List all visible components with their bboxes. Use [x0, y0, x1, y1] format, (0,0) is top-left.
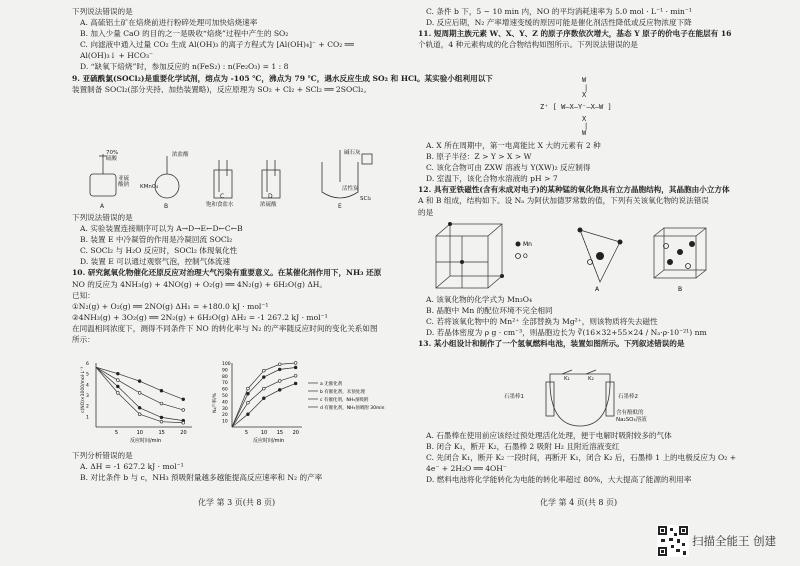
y-tick-label: 2	[86, 404, 89, 410]
left-footer: 化学 第 3 页(共 8 页)	[198, 498, 276, 507]
text-line: C. 向滤液中通入过量 CO₂ 生成 Al(OH)₃ 的离子方程式为 [Al(OH)₄]⁻ + CO₂ ══	[80, 40, 354, 50]
data-point	[160, 420, 163, 423]
data-point	[294, 382, 297, 385]
series-line	[96, 367, 183, 410]
text-line: A. X 所在周期中，第一电离能比 X 大的元素有 2 种	[426, 141, 601, 150]
y-tick-label: 70	[222, 381, 228, 387]
right-text-block-2	[418, 140, 748, 218]
structure-top-x: X	[582, 91, 587, 99]
legend-entry: c 有催化剂，NH₃预吸附	[320, 397, 369, 403]
text-line: 在同温相同浓度下，测得不同条件下 NO 的转化率与 N₂ 的产率随反应时间的变化关系如图	[72, 323, 378, 333]
structure-figure: W | X Z⁺ [ W—X—Y⁻—X—W ] X | W	[540, 76, 612, 137]
text-line: B. 晶胞中 Mn 的配位环境不完全相同	[426, 306, 553, 316]
text-line: Al(OH)₃↓ + HCO₃⁻	[80, 51, 153, 61]
data-point	[247, 413, 250, 416]
cell-b-label: B	[678, 286, 683, 293]
text-line: 下列说法错误的是	[72, 213, 133, 222]
data-point	[247, 392, 250, 395]
data-point	[278, 388, 281, 391]
x-tick-label: 15	[276, 430, 284, 436]
text-line: NO 的反应为 4NH₃(g) + 4NO(g) + O₂(g) ══ 4N₂(g) + 6H₂O(g) ΔH。	[72, 279, 328, 289]
data-point	[138, 380, 141, 383]
data-point	[247, 387, 250, 390]
right-text-block-4	[418, 430, 748, 485]
label-B: B	[164, 203, 169, 210]
text-line: B. 装置 E 中冷凝管的作用是冷凝回流 SOCl₂	[80, 235, 233, 245]
x-tick-label: 20	[292, 430, 300, 436]
x-axis-label: 反应时间/min	[130, 438, 162, 444]
structure-bottom-w: W	[582, 129, 587, 137]
text-line: D. 室温下，该化合物水溶液的 pH > 7	[426, 174, 558, 184]
data-point	[182, 421, 185, 424]
label-b1: 浓盐酸	[172, 152, 189, 158]
text-line: B. 对比条件 b 与 c，NH₃ 预吸附量越多越能提高反应速率和 N₂ 的产率	[80, 473, 323, 483]
text-line: B. 原子半径：Z > Y > X > W	[426, 152, 532, 162]
x-axis-label: 反应时间/min	[253, 438, 285, 444]
text-line: A. ΔH = -1 627.2 kJ · mol⁻¹	[80, 462, 184, 472]
text-line: 的是	[418, 207, 434, 217]
text-line: 下列说法错误的是	[72, 7, 133, 16]
text-line: A. 该氧化物的化学式为 Mn₃O₄	[426, 295, 533, 304]
data-point	[247, 401, 250, 404]
text-line: 12. 具有亚铁磁性(含有未成对电子)的某种锰的氧化物具有立方晶胞结构，其晶胞由小立方体	[418, 185, 730, 195]
k1-label: K₁	[564, 376, 570, 382]
text-line: 已知：	[72, 290, 95, 300]
text-line: A 和 B 组成，结构如下。设 Nₐ 为阿伏加德罗常数的值，下列有关该氧化物的说法错误	[418, 196, 709, 206]
text-line: ①N₂(g) + O₂(g) ══ 2NO(g) ΔH₁ = +180.0 kJ · mol⁻¹	[72, 301, 269, 311]
scanner-brand: 扫描全能王 创建	[692, 534, 777, 548]
graphite1-label: 石墨棒1	[504, 394, 524, 400]
y-tick-label: 3	[86, 394, 89, 399]
y-tick-label: 60	[222, 387, 228, 393]
label-e1: 碱石灰	[344, 150, 361, 156]
structure-top-w: W	[582, 76, 587, 84]
text-line: D. 燃料电池将化学能转化为电能的转化率超过 80%，大大提高了能源的利用率	[426, 475, 692, 485]
data-point	[262, 397, 265, 400]
text-line: C. 该化合物可由 ZXW 溶液与 Y(XW)₂ 反应制得	[426, 163, 591, 173]
k2-label: K₂	[588, 376, 594, 382]
text-line: 9. 亚硫酰氯(SOCl₂)是重要化学试剂，熔点为 -105 ℃，沸点为 79 ℃，遇水反应生成 SO₂ 和 HCl。某实验小组利用以下	[72, 73, 493, 83]
left-text-block-2	[72, 212, 394, 345]
flask-b	[155, 174, 179, 198]
text-line: C. 若将该氧化物中的 Mn²⁺ 全部替换为 Mg²⁺，则该物质将失去磁性	[426, 317, 658, 327]
text-line: D. 反应后期，N₂ 产率增速变缓的原因可能是催化剂活性降低或反应物浓度下降	[426, 18, 692, 28]
text-line: 下列分析错误的是	[72, 451, 133, 460]
y-tick-label: 20	[222, 413, 228, 419]
left-page	[72, 6, 493, 95]
x-tick-label: 20	[180, 430, 187, 436]
text-line: 所示：	[72, 335, 95, 345]
data-point	[262, 387, 265, 390]
text-line: 4e⁻ + 2H₂O ══ 4OH⁻	[426, 464, 507, 474]
x-tick-label: 5	[244, 430, 249, 436]
y-tick-label: 5	[86, 372, 89, 378]
label-d1: 浓硫酸	[260, 202, 277, 208]
data-point	[138, 406, 141, 409]
data-point	[294, 374, 297, 377]
legend-entry: d 有催化剂，NH₃预吸附 30min	[320, 405, 385, 411]
label-a2: 硫酸	[106, 156, 118, 162]
y-tick-label: 100	[222, 362, 231, 367]
text-line: 11. 短周期主族元素 W、X、Y、Z 的原子序数依次增大，基态 Y 原子的价电子在能层有 16	[418, 29, 732, 39]
right-text-block-3	[418, 294, 748, 349]
y-tick-label: 10	[222, 419, 228, 425]
data-point	[116, 391, 119, 394]
data-point	[138, 413, 141, 416]
y-tick-label: 90	[222, 368, 228, 374]
data-point	[160, 416, 163, 419]
text-line: C. 条件 b 下，5 ~ 10 min 内，NO 的平均消耗速率为 5.0 mol · L⁻¹ · min⁻¹	[426, 7, 692, 16]
text-line: D. “缺氧下焙烧”时，参加反应的 n(FeS₂) : n(Fe₂O₃) = 1 : 8	[80, 62, 289, 72]
label-E: E	[338, 203, 342, 210]
label-A: A	[100, 203, 105, 210]
y-axis-label: c(NO)×1000/mol·L⁻¹	[81, 366, 86, 413]
data-point	[160, 402, 163, 405]
y-tick-label: 30	[222, 406, 228, 412]
legend-entry: b 有催化剂，未预处理	[320, 389, 365, 395]
y-axis-label: N₂产率/%	[213, 393, 218, 413]
x-tick-label: 10	[136, 430, 144, 436]
fuel-cell-figure	[500, 368, 660, 430]
data-point	[278, 368, 281, 371]
right-footer: 化学 第 4 页(共 8 页)	[540, 498, 618, 507]
left-text-block-1	[72, 6, 493, 95]
data-point	[116, 385, 119, 388]
label-a3: 亚硫	[118, 176, 130, 182]
label-C: C	[220, 193, 225, 200]
left-text-block-3	[72, 450, 394, 483]
label-e3: SCl₂	[360, 196, 372, 202]
text-line: A. 实验装置连接顺序可以为 A→D→E←D←C←B	[80, 224, 243, 234]
data-point	[160, 389, 163, 392]
y-tick-label: 80	[222, 374, 228, 380]
data-point	[116, 372, 119, 375]
label-b2: KMnO₄	[140, 184, 159, 190]
crystal-cells-figure	[430, 222, 730, 292]
text-line: 装置制备 SOCl₂(部分夹持、加热装置略)，反应原理为 SO₂ + Cl₂ + SCl₂ ══ 2SOCl₂。	[72, 84, 372, 94]
y-tick-label: 1	[86, 415, 89, 421]
y-tick-label: 40	[222, 400, 228, 406]
graphite2-label: 石墨棒2	[618, 394, 638, 400]
y-tick-label: 50	[222, 394, 228, 399]
series-line	[232, 363, 296, 427]
label-e2: 活性炭	[342, 186, 359, 192]
legend-o-dot	[516, 254, 521, 259]
no-concentration-chart	[80, 357, 200, 447]
text-line: B. 加入少量 CaO 的目的之一是吸收“焙烧”过程中产生的 SO₂	[80, 29, 289, 39]
x-tick-label: 5	[114, 430, 119, 436]
label-a1: 70%	[106, 150, 119, 156]
data-point	[262, 369, 265, 372]
structure-anion: [ W—X—Y⁻—X—W ]	[552, 103, 612, 111]
label-D: D	[268, 193, 273, 200]
y-tick-label: 6	[86, 362, 89, 367]
text-line: ②4NH₃(g) + 3O₂(g) ══ 2N₂(g) + 6H₂O(g) ΔH₂ = -1 267.2 kJ · mol⁻¹	[72, 312, 328, 322]
text-line: D. 装置 E 可以通过观察气泡，控制气体流速	[80, 257, 231, 267]
data-point	[138, 391, 141, 394]
data-point	[278, 380, 281, 383]
legend-mn-dot	[516, 242, 521, 247]
data-point	[294, 366, 297, 369]
data-point	[182, 398, 185, 401]
text-line: C. SOCl₂ 与 H₂O 反应时，SOCl₂ 体现氧化性	[80, 246, 238, 256]
flask-a	[90, 174, 116, 196]
text-line: D. 若晶体密度为 ρ g · cm⁻³，则晶胞边长为 ∛(16×32+55×24 / Nₐ·ρ·10⁻²¹) nm	[426, 328, 707, 338]
legend-mn: Mn	[523, 241, 532, 248]
label-c1: 饱和食盐水	[206, 202, 234, 208]
text-line: A. 高硫铝土矿在焙烧前进行粉碎处理可加快焙烧速率	[80, 18, 258, 28]
text-line: A. 石墨棒在使用前应该经过预处理活化处理，便于电解时吸附较多的气体	[426, 431, 672, 440]
structure-chain	[540, 103, 612, 111]
text-line: 10. 研究氮氧化物催化还原反应对治理大气污染有重要意义。在某催化剂作用下，NH₃ 还原	[72, 268, 382, 278]
text-line: 个轨道，4 种元素构成的化合物结构如图所示。下列说法错误的是	[418, 40, 638, 50]
text-line: 13. 某小组设计和制作了一个氢氧燃料电池，装置如图所示。下列叙述错误的是	[418, 339, 685, 349]
legend-entry: a 无催化剂	[320, 381, 343, 387]
solution-label-2: Na₂SO₄溶液	[616, 417, 647, 423]
legend-o: O	[523, 253, 528, 260]
structure-cation: Z⁺	[540, 103, 549, 111]
structure-bottom-x: X	[582, 115, 587, 123]
data-point	[278, 363, 281, 366]
y-tick-label: 4	[86, 383, 89, 389]
data-point	[262, 376, 265, 379]
x-tick-label: 15	[158, 430, 165, 436]
qr-code-icon	[657, 525, 689, 557]
solution-label-1: 含有酚酞的	[616, 410, 644, 416]
label-a4: 酸钠	[118, 182, 130, 188]
x-tick-label: 10	[260, 430, 268, 436]
data-point	[294, 362, 297, 365]
text-line: B. 闭合 K₁，断开 K₂，石墨棒 2 吸附 H₂ 且附近溶液变红	[426, 442, 620, 452]
text-line: C. 先闭合 K₁，断开 K₂ 一段时间，再断开 K₁，闭合 K₂ 后，石墨棒 1 上的电极反应为 O₂ +	[426, 453, 737, 463]
right-text-block-1	[418, 6, 748, 50]
n2-yield-chart	[212, 357, 392, 447]
cell-a-label: A	[595, 286, 600, 293]
data-point	[116, 379, 119, 382]
data-point	[182, 409, 185, 412]
apparatus-figure	[82, 148, 382, 210]
